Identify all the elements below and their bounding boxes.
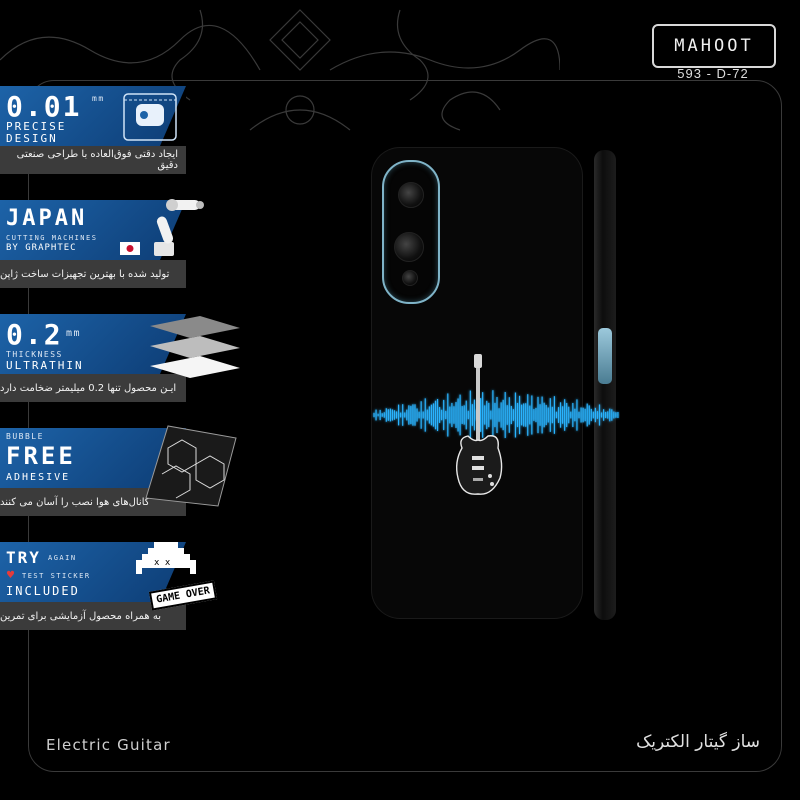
feature-line2: DESIGN — [6, 132, 58, 145]
feature-big-text: TRY — [6, 548, 41, 567]
feature-big-text: 0.01 — [6, 90, 82, 123]
precision-drawing-icon — [120, 90, 180, 144]
feature-line1: PRECISE — [6, 120, 67, 133]
feature-big-text: JAPAN — [6, 206, 88, 231]
feature-caption: ایـن محصول تنها 0.2 میلیمتر ضخامت دارد — [0, 374, 186, 402]
feature-caption: تولید شده با بهترین تجهیزات ساخت ژاپن — [0, 260, 186, 288]
feature-unit: mm — [92, 94, 105, 103]
feature-caption: به همراه محصول آزمایشی برای تمرین — [0, 602, 186, 630]
feature-line1: CUTTING MACHINES — [6, 234, 98, 242]
layers-icon — [140, 314, 244, 384]
adhesive-pattern-icon — [138, 418, 242, 510]
camera-lens-icon — [394, 232, 424, 262]
feature-line1: TEST STICKER — [22, 572, 91, 580]
game-over-badge: GAME OVER — [149, 580, 217, 610]
feature-line2: BY GRAPHTEC — [6, 243, 77, 253]
electric-guitar-icon — [444, 352, 514, 502]
feature-thickness — [0, 314, 252, 406]
camera-module — [382, 160, 440, 304]
feature-big-text: 0.2 — [6, 318, 63, 351]
product-title-fa: ساز گیتار الکتریک — [636, 732, 760, 752]
feature-caption: کانال‌های هوا نصب را آسان می کنند — [0, 488, 186, 516]
camera-lens-icon — [398, 182, 424, 208]
feature-big-text: FREE — [6, 442, 76, 470]
feature-line1: THICKNESS — [6, 350, 63, 359]
product-title-en: Electric Guitar — [46, 736, 171, 754]
feature-unit: mm — [66, 328, 82, 339]
feature-japan — [0, 200, 252, 292]
camera-lens-icon — [402, 270, 418, 286]
feature-line2: ULTRATHIN — [6, 359, 84, 372]
japan-flag-icon — [120, 242, 140, 255]
svg-text:x x: x x — [154, 558, 171, 568]
heart-icon: ♥ — [6, 570, 15, 581]
feature-try-again — [0, 542, 252, 634]
product-code: 593 - D-72 — [677, 66, 749, 81]
brand-logo: MAHOOT — [652, 24, 776, 68]
feature-caption: ایجاد دقتی فوق‌العاده با طراحی صنعتی دقیق — [0, 146, 186, 174]
feature-bubble-free — [0, 428, 252, 520]
feature-line2: ADHESIVE — [6, 472, 71, 483]
feature-sup: AGAIN — [48, 554, 77, 562]
feature-line1: BUBBLE — [6, 432, 44, 441]
feature-precise-design — [0, 86, 252, 178]
robot-arm-icon — [140, 192, 210, 262]
feature-line2: INCLUDED — [6, 584, 80, 598]
